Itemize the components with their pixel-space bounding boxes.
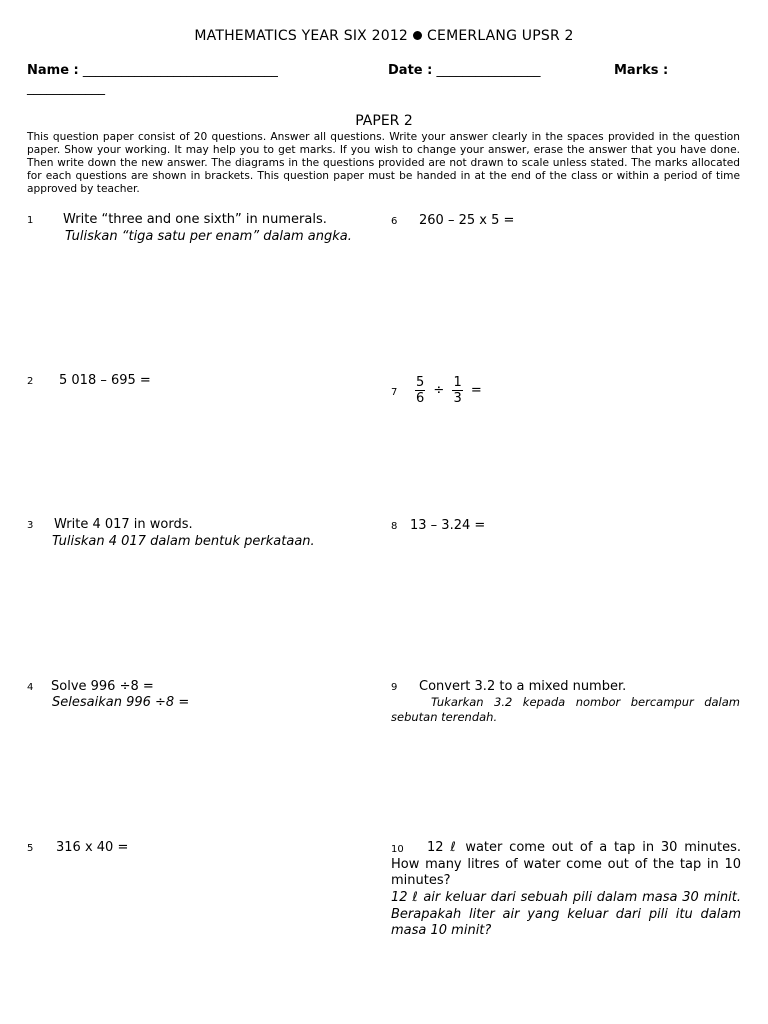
title-left: MATHEMATICS YEAR SIX 2012 (194, 28, 409, 44)
fraction-2: $\frac{1}{3}$ (453, 375, 462, 406)
instructions: This question paper consist of 20 questions. Answer all questions. Write your answer clearly in the spaces provided in the question paper. Show your working. It may help you to get marks. If you wish to change your answer, erase the answer that you have done. Then write down the new answer. The diagrams in the questions provided are not drawn to scale unless stated. The marks allocated for each questions are shown in brackets. This question paper must be handed in at the end of the class or within a period of time approved by teacher. (27, 131, 740, 195)
bullet-icon (413, 31, 422, 40)
question-fraction-expression (415, 375, 482, 406)
question-malay: Tuliskan “tiga satu per enam” dalam angka. (65, 229, 352, 244)
question-text: 316 x 40 = (56, 840, 129, 855)
marks-label: Marks : (614, 63, 669, 78)
question-number: 5 (27, 843, 34, 854)
litre-unit: ℓ (412, 890, 419, 905)
title-right: CEMERLANG UPSR 2 (427, 28, 574, 44)
question-text: 260 – 25 x 5 = (419, 213, 515, 228)
fraction-1: $\frac{5}{6}$ (416, 375, 425, 406)
date-label: Date : (388, 63, 433, 78)
question-text: Write “three and one sixth” in numerals. (63, 212, 327, 227)
question-number: 2 (27, 376, 34, 387)
question-text: 5 018 – 695 = (59, 373, 151, 388)
litre-unit: ℓ (450, 840, 459, 855)
question-text: Convert 3.2 to a mixed number. (419, 679, 627, 694)
question-number: 6 (391, 216, 398, 227)
question-number: 8 (391, 521, 398, 532)
page-title (0, 28, 768, 44)
question-malay: 12 ℓ air keluar dari sebuah pili dalam masa 30 minit. Berapakah liter air yang keluar dari pili itu dalam masa 10 minit? (391, 890, 742, 938)
question-number: 4 (27, 682, 34, 693)
divide-sign: ÷ (433, 383, 445, 398)
question-number: 3 (27, 520, 34, 531)
question-malay: Selesaikan 996 ÷8 = (52, 695, 190, 710)
date-line: ________________ (436, 63, 541, 78)
question-number: 1 (27, 215, 34, 226)
question-text: Write 4 017 in words. (54, 517, 193, 532)
date-field (388, 63, 540, 78)
equals-sign: = (470, 383, 482, 398)
question-number: 9 (391, 682, 398, 693)
marks-line: ____________ (27, 81, 105, 96)
question-number: 7 (391, 387, 398, 398)
paper-heading: PAPER 2 (355, 113, 413, 129)
question-malay: Tuliskan 4 017 dalam bentuk perkataan. (52, 534, 315, 549)
question-number: 10 (391, 844, 404, 855)
question-text: 12 ℓ water come out of a tap in 30 minutes. How many litres of water come out of the tap in 10 minutes? (391, 840, 742, 888)
question-text: 13 – 3.24 = (410, 518, 486, 533)
name-line: ______________________________ (82, 63, 278, 78)
question-malay: Tukarkan 3.2 kepada nombor bercampur dalam sebutan terendah. (391, 695, 740, 724)
marks-field (614, 63, 668, 78)
name-field (27, 63, 278, 78)
question-text: Solve 996 ÷8 = (51, 679, 154, 694)
name-label: Name : (27, 63, 79, 78)
